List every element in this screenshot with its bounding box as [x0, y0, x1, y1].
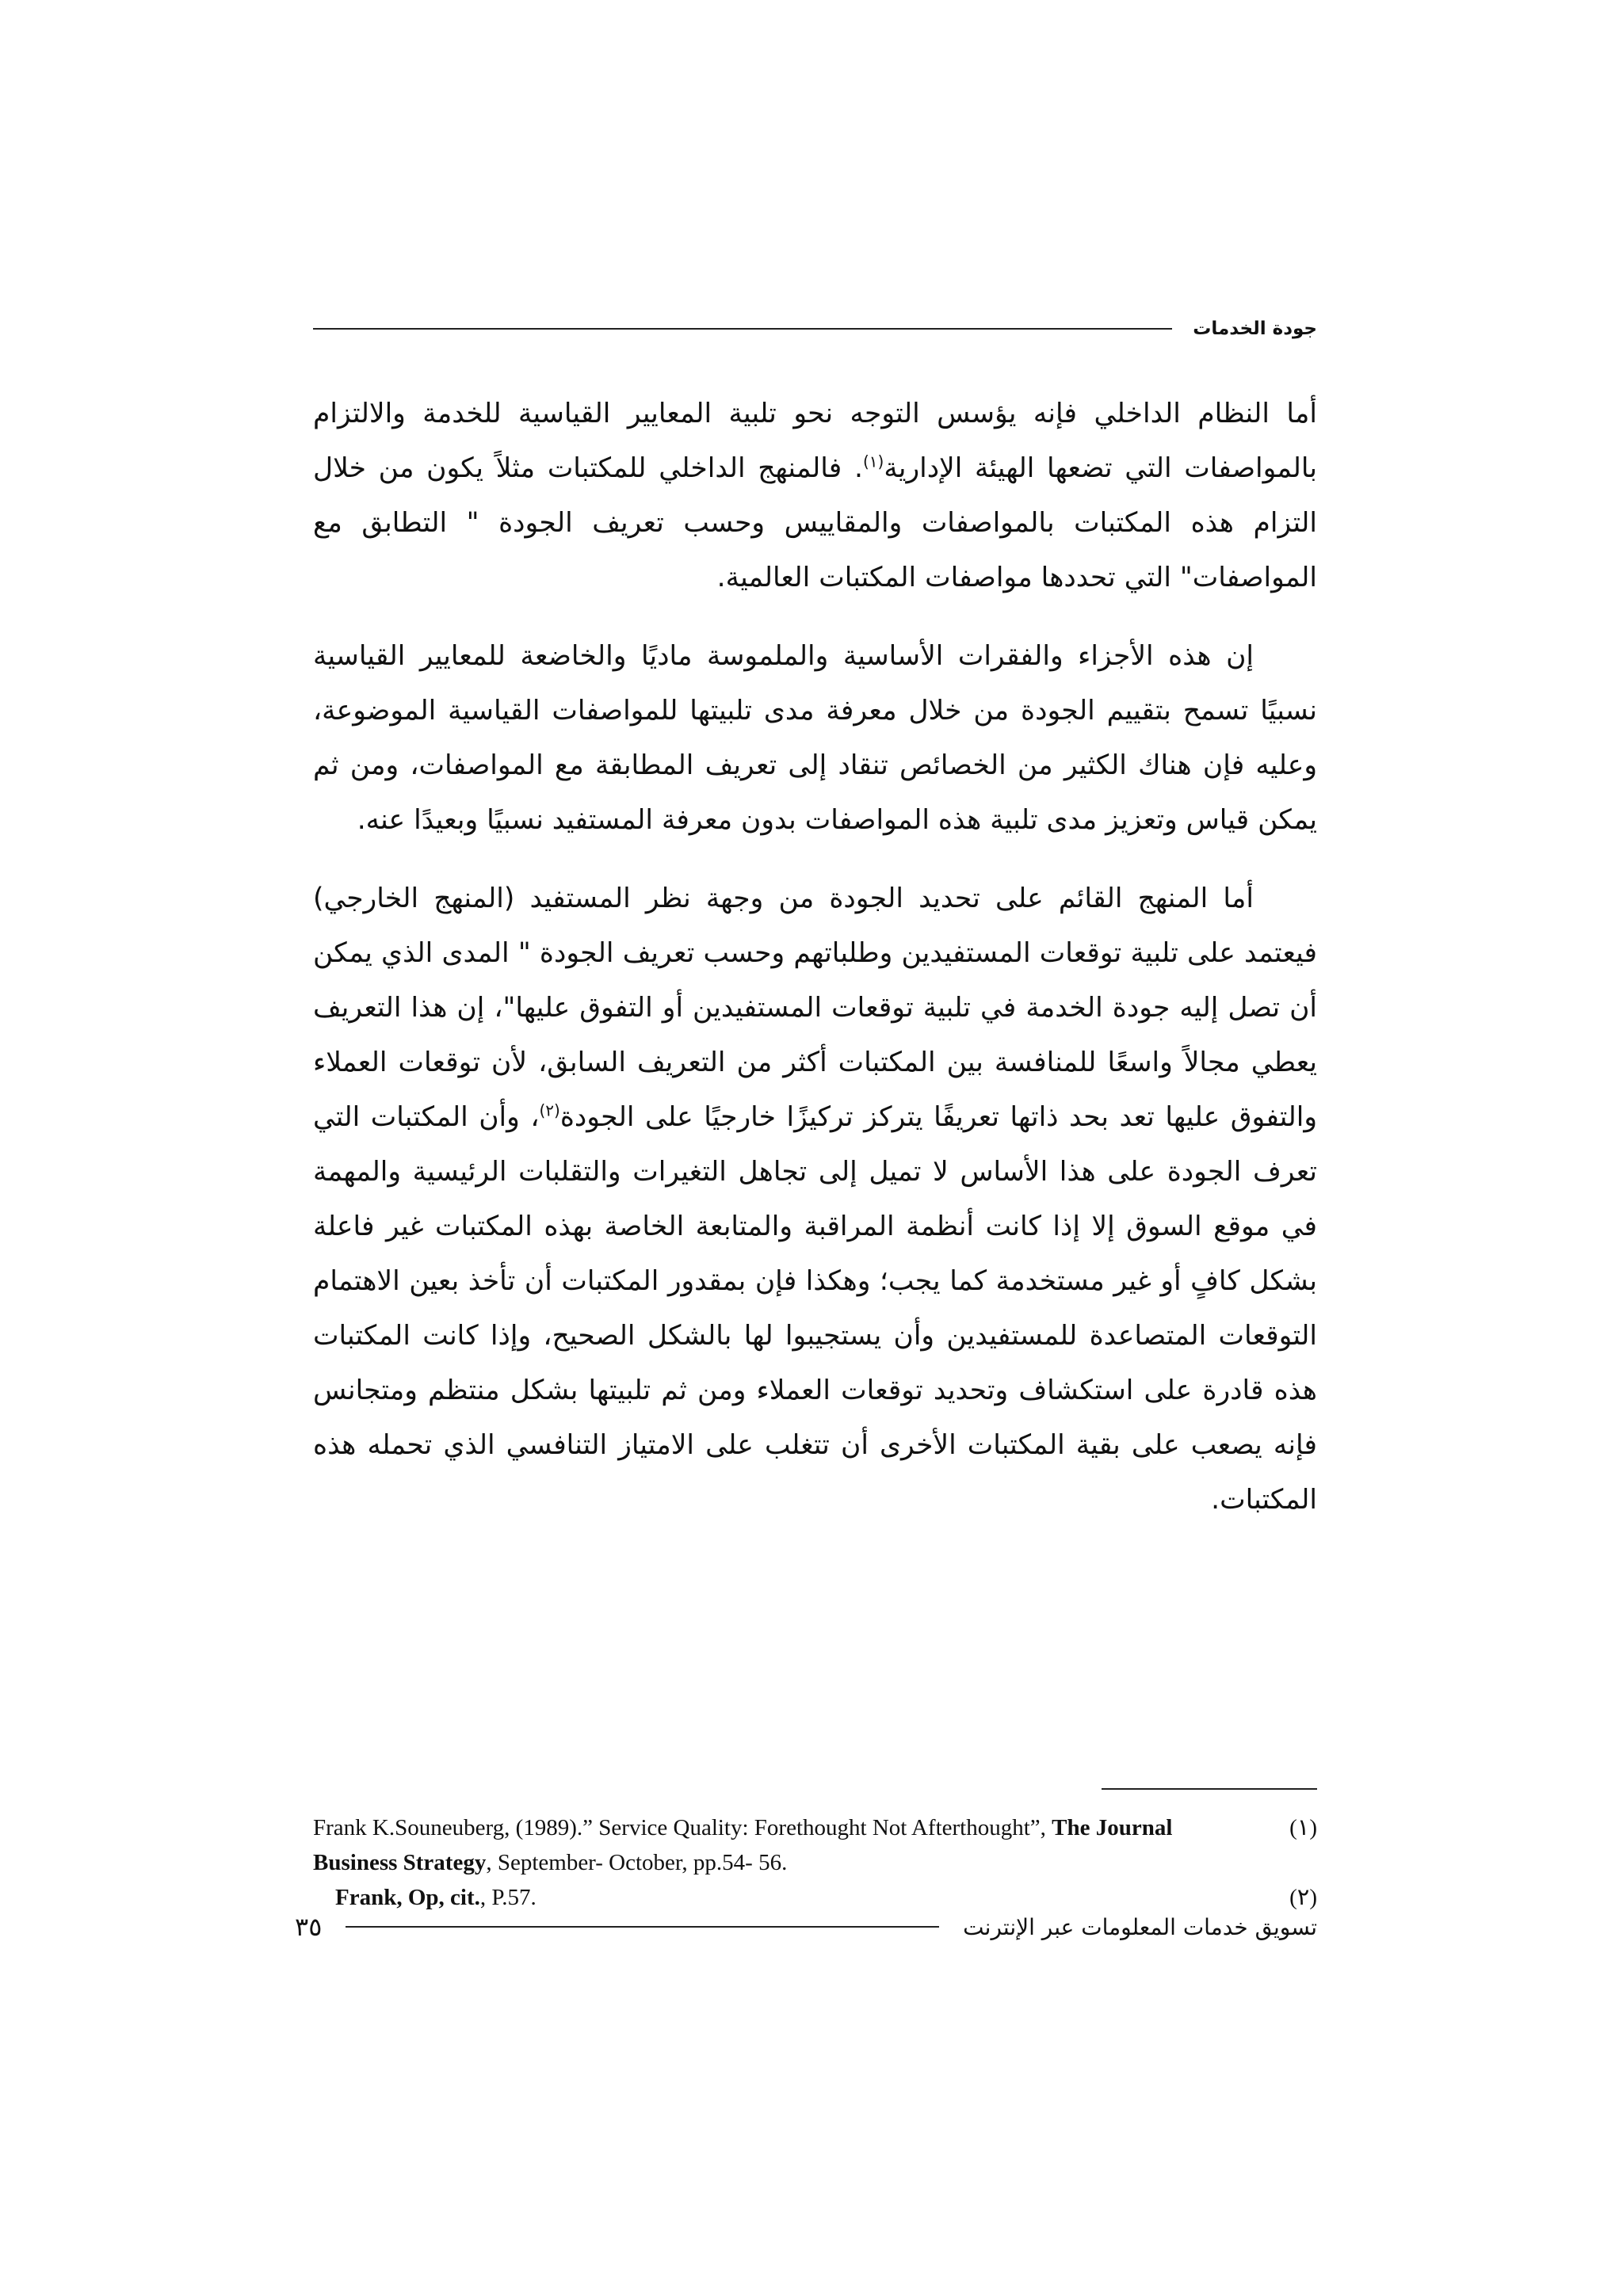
paragraph-3	[313, 871, 1317, 1527]
footnote-ref-2[interactable]: (٢)	[539, 1100, 560, 1120]
book-title: تسويق خدمات المعلومات عبر الإنترنت	[963, 1913, 1317, 1940]
footnote-1-pages: , September- October, pp.54- 56.	[486, 1850, 788, 1875]
footnote-1-journal-cont: Business Strategy	[313, 1850, 487, 1875]
footnote-1-journal: The Journal	[1052, 1815, 1173, 1840]
paragraph-3-text-b: ، وأن المكتبات التي تعرف الجودة على هذا الأساس لا تميل إلى تجاهل التغيرات والتقلبات الرئيسية والمهمة في موقع السوق إلا إذا كانت أنظمة المراقبة والمتابعة الخاصة بهذه المكتبات غير فاعلة بشكل كافٍ أو غير مستخدمة كما يجب؛ وهكذا فإن بمقدور المكتبات أن تأخذ بعين الاهتمام التوقعات المتصاعدة للمستفيدين وأن يستجيبوا لها بالشكل الصحيح، وإذا كانت المكتبات هذه قادرة على استكشاف وتحديد توقعات العملاء ومن ثم تلبيتها بشكل منتظم ومتجانس فإنه يصعب على بقية المكتبات الأخرى أن تتغلب على الامتياز التنافسي الذي تحمله هذه المكتبات.	[313, 1101, 1317, 1516]
footnote-1-line-1	[313, 1810, 1317, 1845]
footnote-2-source: Frank, Op, cit.	[335, 1885, 480, 1910]
footnote-1-text-cont	[313, 1845, 787, 1880]
footnote-1-citation: Frank K.Souneuberg, (1989).” Service Quality: Forethought Not Afterthought”,	[313, 1815, 1052, 1840]
chapter-title: جودة الخدمات	[1193, 318, 1317, 339]
paragraph-1-text-b: . فالمنهج الداخلي للمكتبات مثلاً يكون من خلال التزام هذه المكتبات بالمواصفات والمقاييس وحسب تعريف الجودة " التطابق مع المواصفات" التي تحددها مواصفات المكتبات العالمية.	[313, 452, 1317, 593]
footnote-ref-1[interactable]: (١)	[862, 452, 884, 471]
footnote-1-text	[313, 1810, 1172, 1845]
footnote-2-page: , P.57.	[479, 1885, 537, 1910]
header-rule	[313, 328, 1172, 330]
footnote-1-number: (١)	[1289, 1815, 1317, 1840]
paragraph-1-text-a: أما النظام الداخلي فإنه يؤسس التوجه نحو تلبية المعايير القياسية للخدمة والالتزام بالمواصفات التي تضعها الهيئة الإدارية	[313, 398, 1317, 484]
paragraph-3-text-a: أما المنهج القائم على تحديد الجودة من وجهة نظر المستفيد (المنهج الخارجي) فيعتمد على تلبية توقعات المستفيدين وطلباتهم وحسب تعريف الجودة " المدى الذي يمكن أن تصل إليه جودة الخدمة في تلبية توقعات المستفيدين أو التفوق عليها"، إن هذا التعريف يعطي مجالاً واسعًا للمنافسة بين المكتبات أكثر من التعريف السابق، لأن توقعات العملاء والتفوق عليها تعد بحد ذاتها تعريفًا يتركز تركيزًا خارجيًا على الجودة	[313, 883, 1317, 1133]
footnote-1-line-2	[313, 1845, 1317, 1880]
body-text	[313, 387, 1317, 1551]
running-header	[313, 313, 1317, 345]
footnote-2-number: (٢)	[1289, 1885, 1317, 1910]
page-number: ٣٥	[295, 1912, 323, 1942]
footnote-separator	[1102, 1788, 1317, 1790]
running-footer	[295, 1909, 1317, 1944]
footer-rule	[346, 1926, 939, 1928]
paragraph-2: إن هذه الأجزاء والفقرات الأساسية والملموسة ماديًا والخاضعة للمعايير القياسية نسبيًا تسمح بتقييم الجودة من خلال معرفة مدى تلبيتها للمواصفات القياسية الموضوعة، وعليه فإن هناك الكثير من الخصائص تنقاد إلى تعريف المطابقة مع المواصفات، ومن ثم يمكن قياس وتعزيز مدى تلبية هذه المواصفات بدون معرفة المستفيد نسبيًا وبعيدًا عنه.	[313, 640, 1317, 836]
footnotes	[313, 1810, 1317, 1915]
paragraph-1	[313, 387, 1317, 605]
